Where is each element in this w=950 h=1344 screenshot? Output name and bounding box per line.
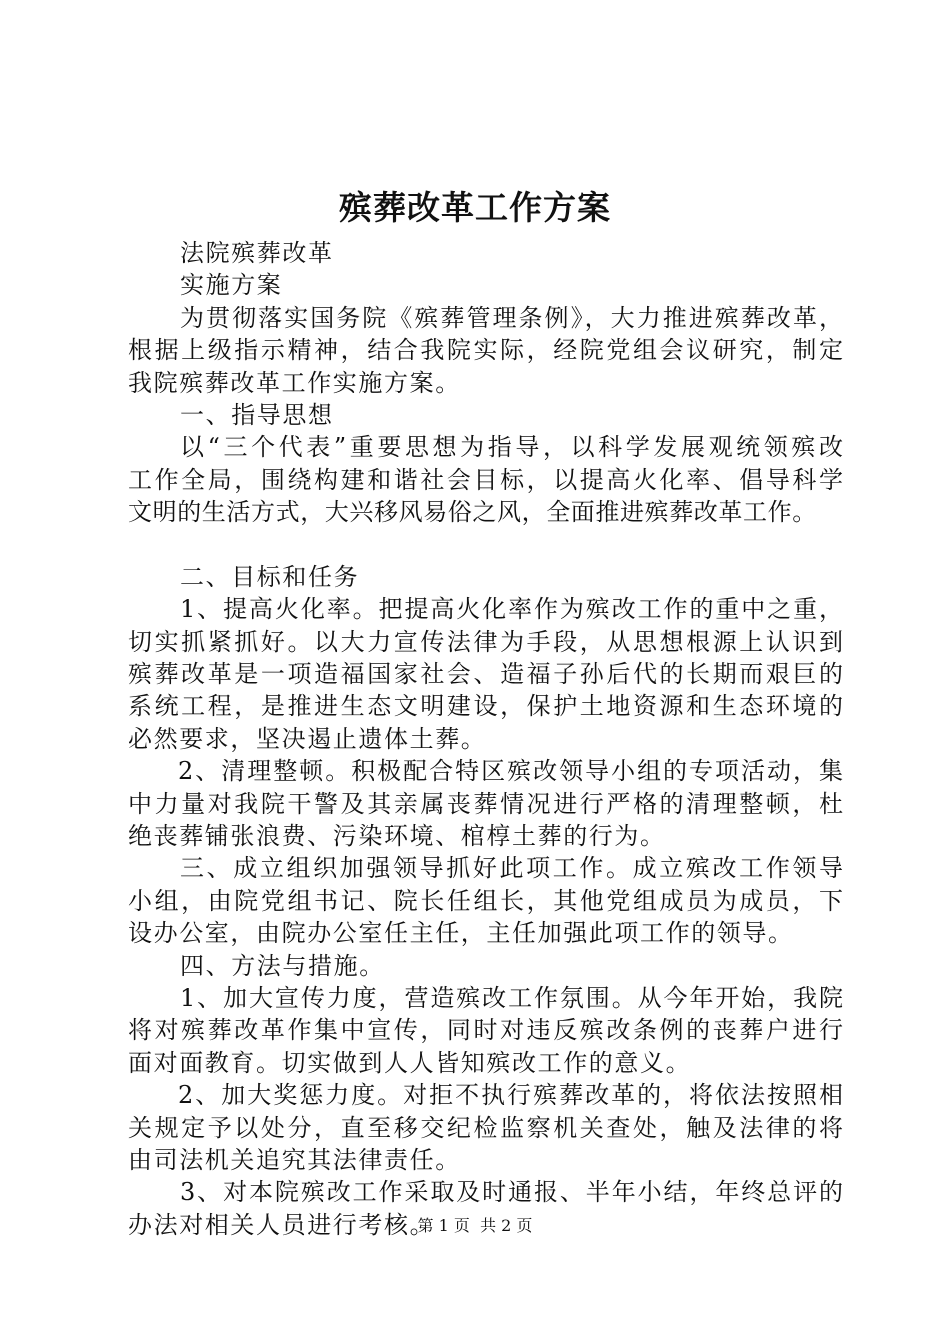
- paragraph-line: 由司法机关追究其法律责任。: [128, 1145, 461, 1174]
- paragraph-line: 2、加大奖惩力度。对拒不执行殡葬改革的，将依法按照相: [178, 1081, 843, 1110]
- section-heading: 一、指导思想: [180, 400, 334, 429]
- section-heading: 二、目标和任务: [180, 562, 360, 591]
- document-title: 殡葬改革工作方案: [339, 188, 611, 227]
- paragraph-line: 我院殡葬改革工作实施方案。: [128, 368, 461, 397]
- paragraph-line: 以“三个代表”重要思想为指导，以科学发展观统领殡改: [180, 433, 843, 462]
- subtitle-line: 实施方案: [180, 271, 283, 300]
- paragraph-line: 办法对相关人员进行考核。: [128, 1210, 436, 1239]
- paragraph-line: 系统工程，是推进生态文明建设，保护土地资源和生态环境的: [128, 692, 843, 721]
- paragraph-line: 切实抓紧抓好。以大力宣传法律为手段，从思想根源上认识到: [128, 627, 843, 656]
- paragraph-line: 文明的生活方式，大兴移风易俗之风，全面推进殡葬改革工作。: [128, 498, 817, 527]
- paragraph-line: 为贯彻落实国务院《殡葬管理条例》，大力推进殡葬改革，: [180, 303, 843, 332]
- paragraph-line: 小组，由院党组书记、院长任组长，其他党组成员为成员，下: [128, 886, 843, 915]
- blank-line: [128, 529, 843, 561]
- paragraph-line: 面对面教育。切实做到人人皆知殡改工作的意义。: [128, 1048, 692, 1077]
- section-heading: 三、成立组织加强领导抓好此项工作。成立殡改工作领导: [180, 854, 843, 883]
- paragraph-line: 根据上级指示精神，结合我院实际，经院党组会议研究，制定: [128, 336, 843, 365]
- paragraph-line: 殡葬改革是一项造福国家社会、造福子孙后代的长期而艰巨的: [128, 660, 843, 689]
- subtitle-line: 法院殡葬改革: [180, 239, 334, 267]
- document-body: [128, 237, 843, 1241]
- paragraph-line: 设办公室，由院办公室任主任，主任加强此项工作的领导。: [128, 919, 794, 948]
- section-heading: 四、方法与措施。: [180, 951, 385, 980]
- page-footer: 第 1 页 共 2 页: [417, 1216, 533, 1235]
- paragraph-line: 3、对本院殡改工作采取及时通报、半年小结，年终总评的: [180, 1178, 843, 1207]
- paragraph-line: 关规定予以处分，直至移交纪检监察机关查处，触及法律的将: [128, 1113, 843, 1142]
- paragraph-line: 1、加大宣传力度，营造殡改工作氛围。从今年开始，我院: [180, 983, 843, 1012]
- paragraph-line: 绝丧葬铺张浪费、污染环境、棺椁土葬的行为。: [128, 822, 666, 851]
- paragraph-line: 1、提高火化率。把提高火化率作为殡改工作的重中之重，: [180, 595, 843, 624]
- paragraph-line: 必然要求，坚决遏止遗体土葬。: [128, 724, 487, 753]
- paragraph-line: 将对殡葬改革作集中宣传，同时对违反殡改条例的丧葬户进行: [128, 1016, 843, 1045]
- paragraph-line: 2、清理整顿。积极配合特区殡改领导小组的专项活动，集: [178, 757, 843, 786]
- paragraph-line: 工作全局，围绕构建和谐社会目标，以提高火化率、倡导科学: [128, 465, 843, 494]
- paragraph-line: 中力量对我院干警及其亲属丧葬情况进行严格的清理整顿，杜: [128, 789, 843, 818]
